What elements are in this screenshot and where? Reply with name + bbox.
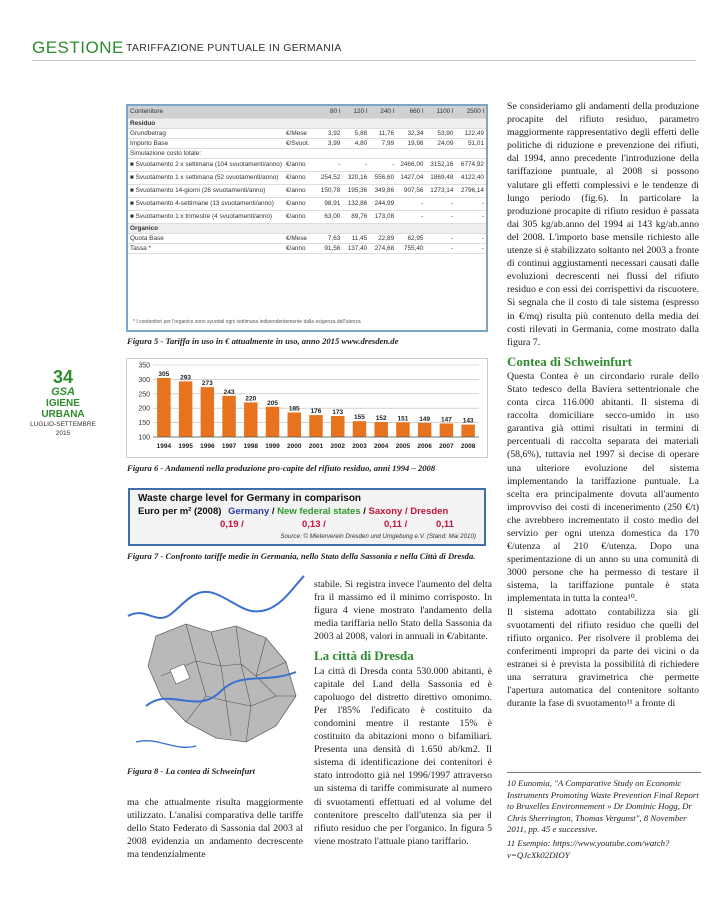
table-cell: 6774,92 bbox=[455, 158, 486, 171]
y-tick-label: 300 bbox=[138, 376, 150, 384]
bar-value-label: 305 bbox=[158, 370, 170, 378]
table-cell: 349,86 bbox=[369, 184, 396, 197]
x-tick-label: 2008 bbox=[460, 443, 476, 450]
table-cell: €/anno bbox=[284, 184, 315, 197]
bar bbox=[461, 425, 474, 437]
table-cell bbox=[369, 118, 396, 128]
bar-value-label: 220 bbox=[245, 395, 257, 403]
table-cell: €/anno bbox=[284, 243, 315, 253]
table-cell bbox=[396, 223, 425, 233]
bar-chart-svg bbox=[127, 359, 487, 457]
x-tick-label: 1995 bbox=[178, 443, 193, 450]
table-cell: 274,68 bbox=[369, 243, 396, 253]
table-cell bbox=[455, 118, 486, 128]
bar bbox=[440, 423, 453, 437]
bar bbox=[309, 415, 322, 437]
x-tick-label: 1997 bbox=[221, 443, 237, 450]
middle-column bbox=[314, 578, 492, 848]
table-row bbox=[128, 171, 486, 184]
table-cell: Contenitore bbox=[128, 106, 284, 118]
figure-5-tariff-table bbox=[126, 104, 488, 332]
x-tick-label: 2005 bbox=[395, 443, 411, 450]
x-tick-label: 2000 bbox=[287, 443, 302, 450]
table-cell: 98,91 bbox=[315, 197, 342, 210]
table-cell: - bbox=[455, 197, 486, 210]
table-cell bbox=[369, 223, 396, 233]
article-running-title: TARIFFAZIONE PUNTUALE IN GERMANIA bbox=[126, 42, 342, 54]
table-cell: €/Svuot. bbox=[284, 138, 315, 148]
germany-label: Germany bbox=[228, 506, 270, 517]
table-cell bbox=[315, 148, 342, 158]
table-cell: 320,16 bbox=[342, 171, 369, 184]
bar-value-label: 149 bbox=[419, 415, 431, 423]
table-cell: Importo Base bbox=[128, 138, 284, 148]
table-cell: Simulazione costo totale: bbox=[128, 148, 284, 158]
separator: / bbox=[271, 506, 275, 517]
table-cell: 32,34 bbox=[396, 128, 425, 138]
value-dresden: 0,11 bbox=[436, 519, 454, 530]
table-cell: - bbox=[425, 197, 455, 210]
table-cell: - bbox=[425, 210, 455, 223]
table-cell: 2500 l bbox=[455, 106, 486, 118]
bar-value-label: 205 bbox=[267, 399, 278, 407]
table-cell: 195,36 bbox=[342, 184, 369, 197]
table-row bbox=[128, 210, 486, 223]
y-tick-label: 250 bbox=[138, 391, 150, 399]
table-cell: 1869,48 bbox=[425, 171, 455, 184]
figure-5-caption: Figura 5 - Tariffa in uso in € attualmente in uso, anno 2015 www.dresden.de bbox=[127, 336, 399, 346]
x-tick-label: 1996 bbox=[200, 443, 215, 450]
table-cell: 4122,40 bbox=[455, 171, 486, 184]
table-cell: 120 l bbox=[342, 106, 369, 118]
table-cell bbox=[425, 223, 455, 233]
figure-7-comparison-box bbox=[128, 488, 486, 546]
right-column-paragraph-2: Questa Contea è un circondario rurale dello Stato tedesco della Baviera settentrionale che conta circa 116.000 abitanti. Il sistema di raccolta domiciliare secco-umido in uso garantiva già ottimi risultati in termini di percentuali di raccolta separata dei materiali (58,6%), tuttavia nel 1997 si decise di operare una ulteriore evoluzione del sistema implementando la tariffazione puntuale. La scelta era principalmente dovuta all'aumento improvviso dei costi di incenerimento (250 €/t) che avrebbero incrementato il costo medio del servizio per ogni utenza domestica da 170 €/utenza al 210 €/utenza. Dopo una sperimentazione di un anno su una comunità di 3000 persone che ha permesso di testare il sistema, la tariffazione puntale è stata implementata in tutta la contea¹⁰. bbox=[507, 370, 699, 605]
table-cell: Grundbetrag bbox=[128, 128, 284, 138]
federal-states-label: New federal states bbox=[277, 506, 361, 517]
table-footnote: * I contenitori per l'organico sono svuotati ogni settimana indipendentemente dalla esigenza dell'utenza bbox=[133, 319, 361, 325]
x-tick-label: 1998 bbox=[243, 443, 259, 450]
y-tick-label: 100 bbox=[138, 434, 150, 442]
x-tick-label: 1999 bbox=[265, 443, 280, 450]
bar bbox=[244, 402, 257, 437]
y-tick-label: 200 bbox=[138, 405, 150, 413]
table-cell bbox=[455, 223, 486, 233]
table-cell: - bbox=[455, 233, 486, 243]
header-divider bbox=[32, 60, 696, 61]
table-cell: - bbox=[369, 158, 396, 171]
bar bbox=[222, 396, 235, 437]
table-cell: €/anno bbox=[284, 210, 315, 223]
table-cell: 24,09 bbox=[425, 138, 455, 148]
separator: / bbox=[363, 506, 366, 517]
bar bbox=[179, 381, 192, 437]
table-cell: - bbox=[455, 243, 486, 253]
bar-value-label: 143 bbox=[462, 417, 474, 425]
table-cell: ■ Svuotamento 2 x settimana (104 svuotamenti/anno) bbox=[128, 158, 284, 171]
table-cell: 907,56 bbox=[396, 184, 425, 197]
x-tick-label: 2004 bbox=[373, 443, 389, 450]
table-cell: 1273,14 bbox=[425, 184, 455, 197]
value-federal: 0,13 / bbox=[302, 519, 326, 530]
figure-6-bar-chart bbox=[126, 358, 488, 458]
table-cell: - bbox=[396, 210, 425, 223]
table-row bbox=[128, 128, 486, 138]
tariff-table bbox=[128, 106, 486, 254]
table-cell: 3152,16 bbox=[425, 158, 455, 171]
table-cell bbox=[315, 223, 342, 233]
bar bbox=[201, 387, 214, 437]
bar-value-label: 152 bbox=[375, 415, 387, 423]
y-tick-label: 150 bbox=[138, 420, 150, 428]
table-cell: 63,00 bbox=[315, 210, 342, 223]
left-column-paragraph: ma che attualmente risulta maggiormente utilizzato. L'analisi comparativa delle tariffe dello Stato Federato di Sassonia dal 2003 al 2008 evidenzia un andamento decrescente ma tendenzialmente bbox=[127, 797, 303, 861]
saxony-label: Saxony / Dresden bbox=[368, 506, 449, 517]
table-cell bbox=[284, 148, 315, 158]
table-cell: 150,78 bbox=[315, 184, 342, 197]
table-cell: Residuo bbox=[128, 118, 284, 128]
table-cell bbox=[284, 223, 315, 233]
table-cell: ■ Svuotamento 1 x settimana (52 svuotamenti/anno) bbox=[128, 171, 284, 184]
table-cell: 2466,00 bbox=[396, 158, 425, 171]
y-tick-label: 350 bbox=[138, 362, 150, 370]
issue-date: LUGLIO-SETTEMBRE 2015 bbox=[30, 421, 96, 437]
middle-column-paragraph-2: La città di Dresda conta 530.000 abitanti, è capitale del Land della Sassonia ed è capoluogo del distretto direttivo omonimo. Per l'85% l'edificato è costituito da condomini mentre il restante 15% è costituito da abitazioni mono o bifamiliari. Presenta una densità di 1.650 ab/km2. Il sistema di identificazione dei contenitori è stato introdotto già nel 1996/1997 attraverso un sistema di tariffe commisurate al numero di svuotamenti effettuati ed al volume del contenitore prescelto dall'utenza sia per il rifiuto residuo che per l'organico. In figura 5 viene mostrato l'attuale piano tariffario. bbox=[314, 665, 492, 847]
right-column-paragraph-3: Il sistema adottato contabilizza sia gli svuotamenti del rifiuto residuo che quelli del rifiuto organico. Per risolvere il problema dei conferimenti impropri da parte dei vicini o da estranei si è prevista la possibilità di richiedere una serratura gravimetrica che permette l'apertura automatica del contenitore soltanto durante la fase di svuotamento¹¹ a fronte di bbox=[507, 606, 699, 710]
section-label: GESTIONE bbox=[32, 38, 124, 57]
comparison-source: Source: © Mieterverein Dresden und Umgebung e.V. (Stand: Mai 2010) bbox=[280, 533, 476, 540]
table-cell bbox=[425, 118, 455, 128]
bar bbox=[288, 413, 301, 437]
table-cell: 11,45 bbox=[342, 233, 369, 243]
table-cell bbox=[455, 148, 486, 158]
table-cell: 240 l bbox=[369, 106, 396, 118]
table-cell: 173,08 bbox=[369, 210, 396, 223]
footnote-10: 10 Eunomia, "A Comparative Study on Economic Instruments Promoting Waste Prevention Final Report to Bruxelles Environnement » Dr Dominic Hogg, Dr Chris Sherrington, Thomas Vergunst", 8 November 2011, pp. 45 e successive. bbox=[507, 778, 699, 835]
bar-value-label: 243 bbox=[223, 388, 235, 396]
table-cell: 7,99 bbox=[369, 138, 396, 148]
table-cell: - bbox=[396, 197, 425, 210]
table-row bbox=[128, 197, 486, 210]
table-row bbox=[128, 184, 486, 197]
bar-value-label: 293 bbox=[180, 374, 192, 382]
table-row bbox=[128, 158, 486, 171]
x-tick-label: 2006 bbox=[417, 443, 432, 450]
table-cell: 11,76 bbox=[369, 128, 396, 138]
table-cell: Tassa * bbox=[128, 243, 284, 253]
table-row bbox=[128, 233, 486, 243]
x-tick-label: 2002 bbox=[330, 443, 345, 450]
table-cell bbox=[342, 223, 369, 233]
table-cell: Organico bbox=[128, 223, 284, 233]
table-cell: €/anno bbox=[284, 171, 315, 184]
table-cell bbox=[342, 118, 369, 128]
table-cell: 1427,04 bbox=[396, 171, 425, 184]
table-cell: 2796,14 bbox=[455, 184, 486, 197]
table-cell: ■ Svuotamento 1 x trimestre (4 svuotamenti/anno) bbox=[128, 210, 284, 223]
schweinfurt-map bbox=[126, 566, 306, 760]
table-cell: 53,90 bbox=[425, 128, 455, 138]
table-cell: 3,92 bbox=[315, 128, 342, 138]
figure-8-map bbox=[126, 566, 306, 760]
footnote-11: 11 Esempio: https://www.youtube.com/watch?v=QJcXk02DIOY bbox=[507, 838, 670, 860]
table-cell: 5,88 bbox=[342, 128, 369, 138]
table-cell: 244,99 bbox=[369, 197, 396, 210]
table-cell: 254,52 bbox=[315, 171, 342, 184]
folio bbox=[28, 368, 98, 438]
table-cell: Quota Base bbox=[128, 233, 284, 243]
table-header-row bbox=[128, 106, 486, 118]
bar bbox=[331, 416, 344, 437]
subheading-dresda: La città di Dresda bbox=[314, 648, 414, 664]
table-cell bbox=[315, 118, 342, 128]
bar-value-label: 155 bbox=[354, 414, 365, 422]
table-cell: 132,86 bbox=[342, 197, 369, 210]
table-cell: 660 l bbox=[396, 106, 425, 118]
bar bbox=[353, 421, 366, 437]
table-cell bbox=[369, 148, 396, 158]
x-tick-label: 1994 bbox=[156, 443, 172, 450]
table-cell: 3,99 bbox=[315, 138, 342, 148]
table-cell: 22,89 bbox=[369, 233, 396, 243]
table-cell bbox=[396, 148, 425, 158]
table-cell: - bbox=[342, 158, 369, 171]
table-cell: 137,40 bbox=[342, 243, 369, 253]
bar bbox=[396, 422, 409, 437]
table-cell: 80 l bbox=[315, 106, 342, 118]
table-cell: 755,40 bbox=[396, 243, 425, 253]
table-cell: - bbox=[315, 158, 342, 171]
table-cell: - bbox=[425, 243, 455, 253]
table-cell bbox=[425, 148, 455, 158]
page-number: 34 bbox=[52, 367, 74, 387]
table-cell bbox=[396, 118, 425, 128]
table-cell: 556,60 bbox=[369, 171, 396, 184]
table-cell bbox=[284, 118, 315, 128]
x-tick-label: 2007 bbox=[439, 443, 454, 450]
table-row bbox=[128, 243, 486, 253]
table-cell bbox=[284, 106, 315, 118]
table-cell: €/anno bbox=[284, 197, 315, 210]
table-cell: €/Mese bbox=[284, 128, 315, 138]
bar bbox=[157, 378, 170, 437]
bar-value-label: 176 bbox=[310, 408, 322, 416]
right-column bbox=[507, 100, 699, 710]
table-row bbox=[128, 223, 486, 233]
table-cell: ■ Svuotamento 4-settimane (13 svuotamenti/anno) bbox=[128, 197, 284, 210]
middle-column-paragraph-1: stabile. Si registra invece l'aumento del delta fra il massimo ed il minimo corrisposto. In figura 4 viene mostrato l'andamento della media tariffaria nello Stato della Sassonia da 2003 al 2008, valori in annuali in €/abitante. bbox=[314, 579, 492, 643]
table-cell: €/Mese bbox=[284, 233, 315, 243]
footnote-divider bbox=[507, 772, 701, 773]
comparison-title: Waste charge level for Germany in comparison bbox=[138, 493, 362, 504]
value-saxony: 0,11 / bbox=[384, 519, 408, 530]
table-cell: 62,95 bbox=[396, 233, 425, 243]
table-cell: ■ Svuotamento 14-giorni (26 svuotamenti/anno) bbox=[128, 184, 284, 197]
table-row bbox=[128, 148, 486, 158]
figure-7-caption: Figura 7 - Confronto tariffe medie in Germania, nello Stato della Sassonia e nella Città di Dresda. bbox=[127, 551, 476, 561]
bar bbox=[374, 422, 387, 437]
magazine-name: IGIENE URBANA bbox=[41, 398, 85, 420]
bar-value-label: 185 bbox=[288, 405, 300, 413]
x-tick-label: 2003 bbox=[352, 443, 367, 450]
value-germany: 0,19 / bbox=[220, 519, 244, 530]
table-cell: 122,49 bbox=[455, 128, 486, 138]
left-column bbox=[127, 796, 303, 861]
table-cell: 4,80 bbox=[342, 138, 369, 148]
bar-value-label: 273 bbox=[201, 380, 213, 388]
magazine-name-gsa: GSA bbox=[51, 386, 75, 398]
figure-8-caption: Figura 8 - La contea di Schweinfurt bbox=[127, 766, 255, 776]
table-cell: - bbox=[425, 233, 455, 243]
bar-value-label: 147 bbox=[440, 416, 452, 424]
table-cell bbox=[342, 148, 369, 158]
unit-label: Euro per m² (2008) bbox=[138, 506, 222, 517]
table-cell: 1100 l bbox=[425, 106, 455, 118]
x-tick-label: 2001 bbox=[308, 443, 324, 450]
comparison-legend-line bbox=[138, 506, 448, 517]
bar-value-label: 151 bbox=[397, 415, 409, 423]
table-cell: 7,63 bbox=[315, 233, 342, 243]
table-cell: 51,01 bbox=[455, 138, 486, 148]
bar bbox=[418, 423, 431, 437]
bar-value-label: 173 bbox=[332, 408, 344, 416]
right-column-paragraph-1: Se consideriamo gli andamenti della produzione procapite del rifiuto residuo, parametro maggiormente rappresentativo degli effetti delle politiche di riduzione e prevenzione dei rifiuti, dal 1994, anno precedente l'introduzione della tariffazione puntuale, al 2008 si possono valutare gli effetti complessivi e le tendenze di lungo periodo (fig.6). In particolare la produzione procapite di rifiuto residuo è passata dai 305 kg/ab.anno del 1994 ai 143 kg/ab.anno del 2008. L'importo base mensile richiesto alle utenze si è stabilizzato soltanto nel 2003 a fronte di continui aggiustamenti necessari causati dalle evoluzioni decrescenti nei flussi del rifiuto residuo e con essi dei corrispettivi da riscuotere. Si segnala che il costo di tale sistema (espresso in €/mq) risulta più contenuto della media dei costi rilevati in Germania, come mostrato dalla figura 7. bbox=[507, 101, 699, 348]
table-cell: 89,76 bbox=[342, 210, 369, 223]
table-cell: €/anno bbox=[284, 158, 315, 171]
figure-6-caption: Figura 6 - Andamenti nella produzione pro-capite del rifiuto residuo, anni 1994 – 2008 bbox=[127, 463, 436, 473]
subheading-schweinfurt: Contea di Schweinfurt bbox=[507, 353, 632, 369]
table-row bbox=[128, 118, 486, 128]
table-cell: 91,56 bbox=[315, 243, 342, 253]
table-row bbox=[128, 138, 486, 148]
table-cell: - bbox=[455, 210, 486, 223]
table-cell: 19,98 bbox=[396, 138, 425, 148]
bar bbox=[266, 407, 279, 437]
